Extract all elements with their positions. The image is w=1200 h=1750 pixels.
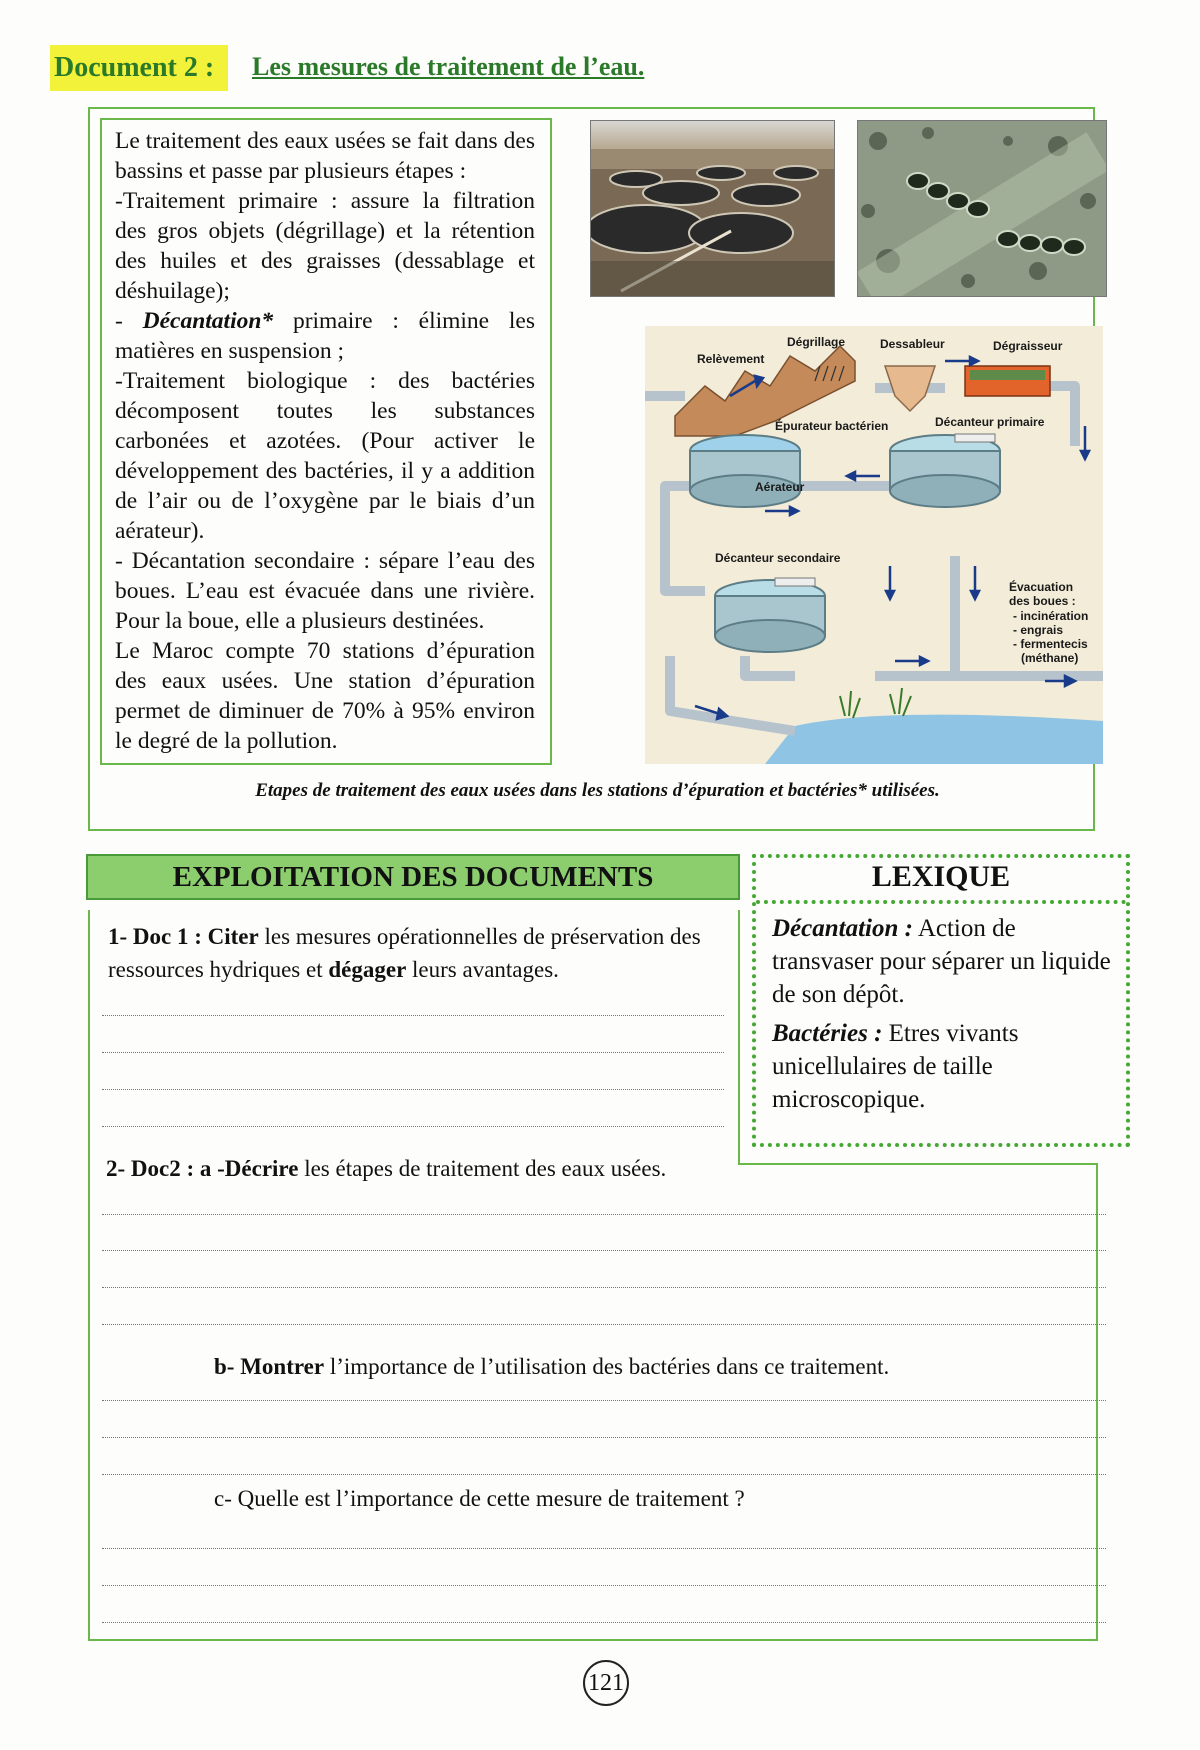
label-evac-item-1: - incinération <box>1013 609 1089 623</box>
answer-line[interactable] <box>102 1089 724 1090</box>
exploitation-frame-bottom <box>88 1163 1098 1641</box>
label-evac-item-2: - engrais <box>1013 623 1064 637</box>
answer-line[interactable] <box>102 1474 1106 1475</box>
label-aerateur: Aérateur <box>755 480 805 494</box>
label-degrillage: Dégrillage <box>787 335 846 349</box>
paragraph-biological: -Traitement biologique : des bactéries décomposent toutes les substances carbonées et azotées. (Pour activer le développement des bactéries, il y a addition de l’air ou de l’oxygène par le biais d’un aérateur). <box>115 368 535 544</box>
answer-line[interactable] <box>102 1214 1106 1215</box>
paragraph-intro: Le traitement des eaux usées se fait dans des bassins et passe par plusieurs étapes : <box>115 128 535 184</box>
document-title: Les mesures de traitement de l’eau. <box>252 52 645 81</box>
label-epurateur: Épurateur bactérien <box>775 419 889 433</box>
answer-line[interactable] <box>102 1126 724 1127</box>
label-relevement: Relèvement <box>697 352 765 366</box>
paragraph-morocco: Le Maroc compte 70 stations d’épuration des eaux usées. Une station d’épuration permet de diminuer de 70% à 95% environ le degré de la pollution. <box>115 638 535 754</box>
question-2c: c- Quelle est l’importance de cette mesure de traitement ? <box>214 1486 745 1511</box>
document-label-text: Document 2 : <box>54 52 215 83</box>
question-2b: b- Montrer l’importance de l’utilisation des bactéries dans ce traitement. <box>214 1354 890 1379</box>
label-decanteur-primaire: Décanteur primaire <box>935 415 1045 429</box>
figure-caption: Etapes de traitement des eaux usées dans les stations d’épuration et bactéries* utilisées. <box>255 780 940 801</box>
answer-line[interactable] <box>102 1437 1106 1438</box>
label-evacuation-2: des boues : <box>1009 594 1076 608</box>
lexique-entry-bacteries: Bactéries : Etres vivants unicellulaires de taille microscopique. <box>772 1020 1019 1113</box>
lexique-separator <box>756 900 1126 904</box>
label-degraisseur: Dégraisseur <box>993 339 1063 353</box>
page-number: 121 <box>583 1660 629 1706</box>
treatment-plant-diagram <box>645 326 1103 764</box>
question-1: 1- Doc 1 : Citer les mesures opérationnelles de préservation des ressources hydriques et dégager leurs avantages. <box>108 924 701 982</box>
bacteria-micrograph <box>857 120 1107 297</box>
exploitation-header: EXPLOITATION DES DOCUMENTS <box>86 854 740 900</box>
answer-line[interactable] <box>102 1400 1106 1401</box>
answer-line[interactable] <box>102 1287 1106 1288</box>
answer-line[interactable] <box>102 1585 1106 1586</box>
paragraph-decantation: - Décantation* primaire : élimine les matières en suspension ; <box>115 308 535 364</box>
answer-line[interactable] <box>102 1548 1106 1549</box>
answer-line[interactable] <box>102 1015 724 1016</box>
answer-line[interactable] <box>102 1250 1106 1251</box>
document-label <box>50 45 228 91</box>
label-evacuation-1: Évacuation <box>1009 580 1074 594</box>
aerial-station-photo <box>590 120 835 297</box>
label-evac-item-3: - fermentecis <box>1013 637 1088 651</box>
paragraph-secondary: - Décantation secondaire : sépare l’eau des boues. L’eau est évacuée dans une rivière. Pour la boue, elle a plusieurs destinées. <box>115 548 535 634</box>
lexique-entry-decantation: Décantation : Action de transvaser pour séparer un liquide de son dépôt. <box>772 915 1111 1008</box>
answer-line[interactable] <box>102 1622 1106 1623</box>
label-evac-item-4: (méthane) <box>1021 651 1079 665</box>
lexique-title: LEXIQUE <box>871 860 1011 893</box>
label-decanteur-secondaire: Décanteur secondaire <box>715 551 841 565</box>
answer-line[interactable] <box>102 1324 1106 1325</box>
question-2a: 2- Doc2 : a -Décrire les étapes de traitement des eaux usées. <box>106 1156 667 1181</box>
lexique-body <box>772 912 1117 1122</box>
answer-line[interactable] <box>102 1052 724 1053</box>
paragraph-primary: -Traitement primaire : assure la filtration des gros objets (dégrillage) et la rétention des huiles et des graisses (dessablage et déshuilage); <box>115 188 535 304</box>
treatment-text-box <box>100 118 552 765</box>
label-dessableur: Dessableur <box>880 337 945 351</box>
